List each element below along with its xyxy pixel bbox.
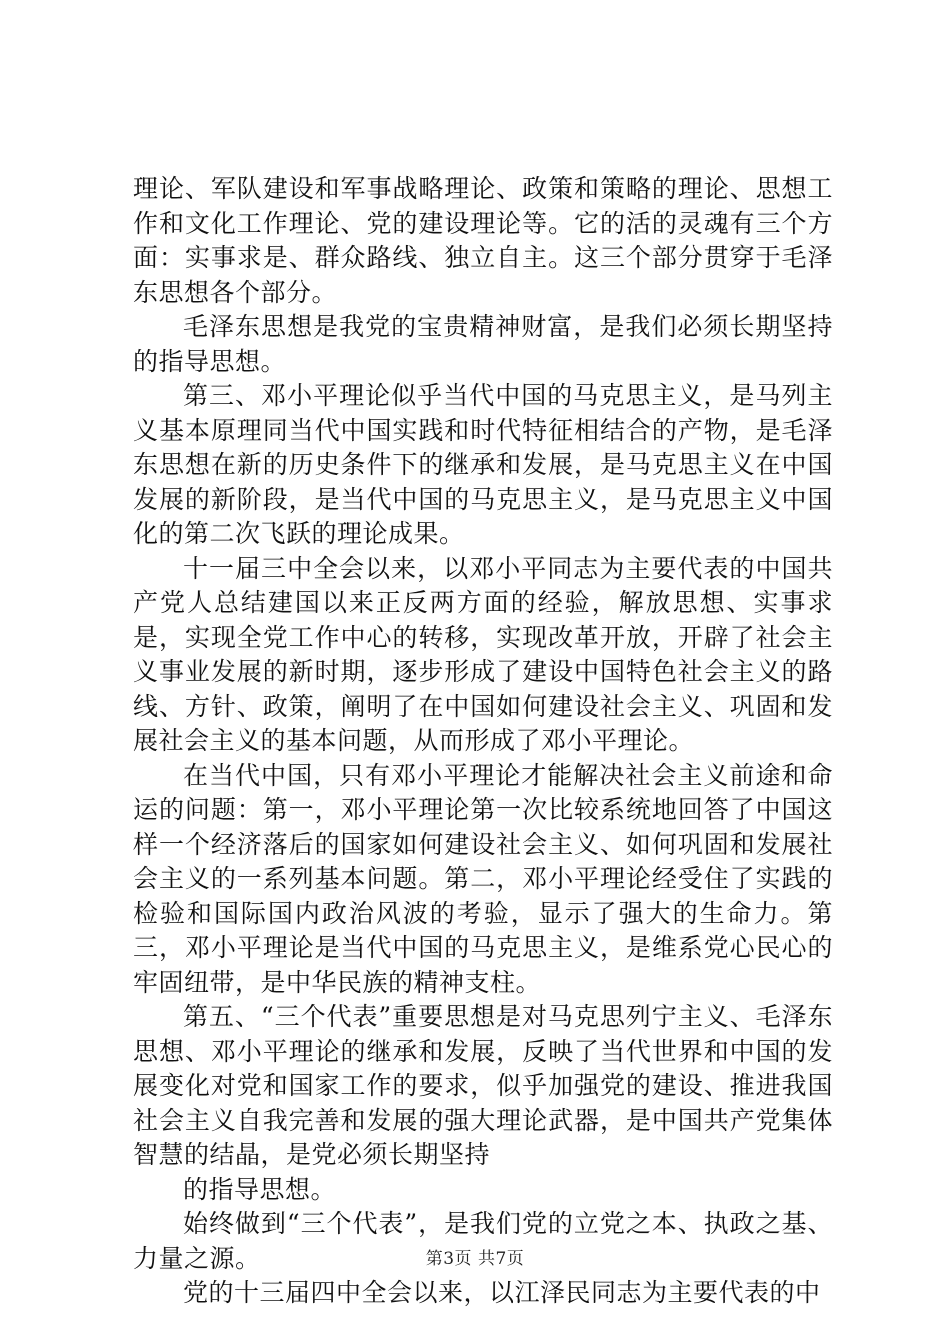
paragraph-8: 始终做到“三个代表”，是我们党的立党之本、执政之基、力量之源。 (133, 1209, 833, 1273)
paragraph-1: 理论、军队建设和军事战略理论、政策和策略的理论、思想工作和文化工作理论、党的建设理论等。它的活的灵魂有三个方面：实事求是、群众路线、独立自主。这三个部分贯穿于毛泽东思想各个部分。 (133, 174, 833, 307)
page-number-footer: 第3页 共7页 (425, 1249, 525, 1269)
paragraph-2: 毛泽东思想是我党的宝贵精神财富，是我们必须长期坚持的指导思想。 (133, 312, 833, 376)
paragraph-4: 十一届三中全会以来，以邓小平同志为主要代表的中国共产党人总结建国以来正反两方面的经验，解放思想、实事求是，实现全党工作中心的转移，实现改革开放，开辟了社会主义事业发展的新时期，逐步形成了建设中国特色社会主义的路线、方针、政策，阐明了在中国如何建设社会主义、巩固和发展社会主义的基本问题，从而形成了邓小平理论。 (133, 553, 833, 755)
paragraph-6: 第五、“三个代表”重要思想是对马克思列宁主义、毛泽东思想、邓小平理论的继承和发展，反映了当代世界和中国的发展变化对党和国家工作的要求，似乎加强党的建设、推进我国社会主义自我完善和发展的强大理论武器，是中国共产党集体智慧的结晶，是党必须长期坚持 (133, 1002, 833, 1169)
paragraph-3: 第三、邓小平理论似乎当代中国的马克思主义，是马列主义基本原理同当代中国实践和时代特征相结合的产物，是毛泽东思想在新的历史条件下的继承和发展，是马克思主义在中国发展的新阶段，是当代中国的马克思主义，是马克思主义中国化的第二次飞跃的理论成果。 (133, 381, 833, 548)
paragraph-5: 在当代中国，只有邓小平理论才能解决社会主义前途和命运的问题：第一，邓小平理论第一次比较系统地回答了中国这样一个经济落后的国家如何建设社会主义、如何巩固和发展社会主义的一系列基本问题。第二，邓小平理论经受住了实践的检验和国际国内政治风波的考验，显示了强大的生命力。第三，邓小平理论是当代中国的马克思主义，是维系党心民心的牢固纽带，是中华民族的精神支柱。 (133, 760, 833, 997)
document-body (133, 172, 833, 1311)
paragraph-9: 党的十三届四中全会以来，以江泽民同志为主要代表的中 (183, 1278, 821, 1307)
paragraph-7: 的指导思想。 (183, 1174, 337, 1204)
